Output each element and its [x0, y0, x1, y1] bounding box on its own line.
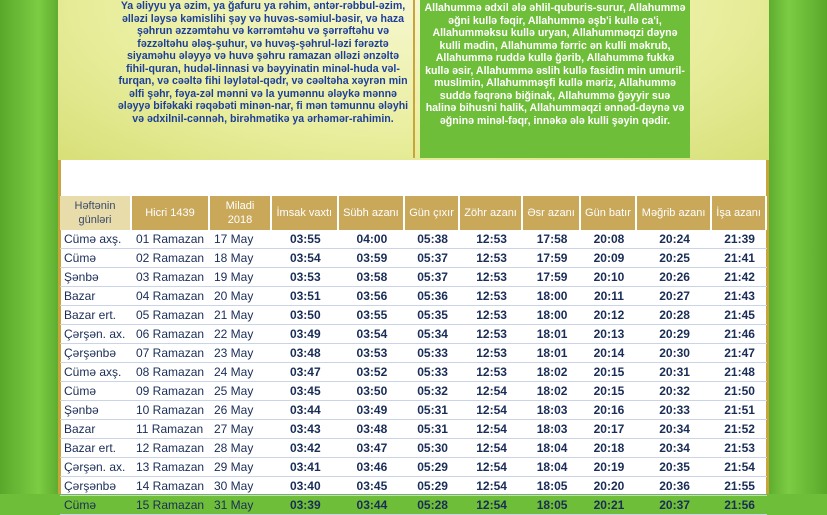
hijri-date-cell: 07 Ramazan: [132, 344, 210, 363]
sunset-time: 20:19: [581, 458, 637, 477]
esr-time: 18:04: [523, 439, 581, 458]
isha-time: 21:42: [712, 268, 767, 287]
header-weekday: Həftənin günləri: [60, 196, 132, 230]
hijri-date-cell: 14 Ramazan: [132, 477, 210, 496]
imsak-time: 03:41: [272, 458, 339, 477]
hijri-date-cell: 01 Ramazan: [132, 230, 210, 249]
isha-time: 21:54: [712, 458, 767, 477]
weekday-cell: Şənbə: [60, 401, 132, 420]
subh-time: 03:44: [339, 496, 406, 515]
header-imsak: İmsak vaxtı: [272, 196, 339, 230]
isha-time: 21:51: [712, 401, 767, 420]
megrib-time: 20:35: [637, 458, 712, 477]
hijri-date-cell: 13 Ramazan: [132, 458, 210, 477]
gregorian-date-cell: 25 May: [210, 382, 272, 401]
megrib-time: 20:34: [637, 439, 712, 458]
imsak-time: 03:50: [272, 306, 339, 325]
imsak-time: 03:39: [272, 496, 339, 515]
weekday-cell: Bazar: [60, 287, 132, 306]
esr-time: 18:04: [523, 458, 581, 477]
isha-time: 21:43: [712, 287, 767, 306]
gregorian-date-cell: 27 May: [210, 420, 272, 439]
megrib-time: 20:26: [637, 268, 712, 287]
sunset-time: 20:15: [581, 363, 637, 382]
sunrise-time: 05:31: [405, 420, 460, 439]
sunset-time: 20:15: [581, 382, 637, 401]
zohr-time: 12:53: [460, 249, 523, 268]
weekday-cell: Çərşənbə: [60, 477, 132, 496]
table-row: [60, 344, 767, 363]
header-megrib: Məğrib azanı: [637, 196, 712, 230]
prayer-text-right: Allahummə ədxil ələ əhlil-quburis-surur, Allahummə əğni kullə fəqir, Allahummə əşb'i kullə ca'i, Allahumməksu kullə uryan, Allahumməqzi dəynə kulli mədin, Allahummə fərric ən kulli məkrub, Allahummə ruddə kullə ğərib, Allahummə fukkə kullə əsir, Allahummə əslih kullə fasidin min umuril-muslimin, Allahumməşfi kullə məriz, Allahummə suddə fəqrənə biğinak, Allahummə ğəyyir suə halinə bihusni halik, Allahumməqzi ənnəd-dəynə və əğninə minəl-fəqr, innəkə ələ kulli şəyin qədir.: [420, 0, 690, 158]
weekday-cell: Şənbə: [60, 268, 132, 287]
sunrise-time: 05:33: [405, 363, 460, 382]
zohr-time: 12:53: [460, 306, 523, 325]
sunset-time: 20:20: [581, 477, 637, 496]
sunrise-time: 05:37: [405, 249, 460, 268]
zohr-time: 12:54: [460, 401, 523, 420]
table-header-row: [60, 196, 767, 230]
header-gun-cixir: Gün çıxır: [405, 196, 460, 230]
zohr-time: 12:54: [460, 496, 523, 515]
sunrise-time: 05:29: [405, 458, 460, 477]
subh-time: 03:56: [339, 287, 406, 306]
imsak-time: 03:45: [272, 382, 339, 401]
gregorian-date-cell: 22 May: [210, 325, 272, 344]
gregorian-date-cell: 19 May: [210, 268, 272, 287]
hijri-date-cell: 09 Ramazan: [132, 382, 210, 401]
gregorian-date-cell: 28 May: [210, 439, 272, 458]
table-row: [60, 287, 767, 306]
zohr-time: 12:54: [460, 458, 523, 477]
esr-time: 18:03: [523, 420, 581, 439]
isha-time: 21:55: [712, 477, 767, 496]
gregorian-date-cell: 17 May: [210, 230, 272, 249]
megrib-time: 20:29: [637, 325, 712, 344]
zohr-time: 12:54: [460, 439, 523, 458]
megrib-time: 20:32: [637, 382, 712, 401]
imsak-time: 03:40: [272, 477, 339, 496]
hijri-date-cell: 11 Ramazan: [132, 420, 210, 439]
subh-time: 03:58: [339, 268, 406, 287]
imsak-time: 03:43: [272, 420, 339, 439]
subh-time: 04:00: [339, 230, 406, 249]
gregorian-date-cell: 21 May: [210, 306, 272, 325]
sunset-time: 20:08: [581, 230, 637, 249]
zohr-time: 12:53: [460, 363, 523, 382]
esr-time: 18:01: [523, 344, 581, 363]
imsak-time: 03:54: [272, 249, 339, 268]
isha-time: 21:53: [712, 439, 767, 458]
gregorian-date-cell: 24 May: [210, 363, 272, 382]
sunset-time: 20:12: [581, 306, 637, 325]
weekday-cell: Bazar: [60, 420, 132, 439]
sunrise-time: 05:38: [405, 230, 460, 249]
megrib-time: 20:36: [637, 477, 712, 496]
table-row: [60, 230, 767, 249]
sunset-time: 20:18: [581, 439, 637, 458]
gregorian-date-cell: 30 May: [210, 477, 272, 496]
sunset-time: 20:13: [581, 325, 637, 344]
imsak-time: 03:51: [272, 287, 339, 306]
zohr-time: 12:54: [460, 420, 523, 439]
table-row: [60, 401, 767, 420]
header-gun-batir: Gün batır: [581, 196, 637, 230]
hijri-date-cell: 06 Ramazan: [132, 325, 210, 344]
esr-time: 18:05: [523, 496, 581, 515]
weekday-cell: Bazar ert.: [60, 439, 132, 458]
esr-time: 18:00: [523, 287, 581, 306]
isha-time: 21:45: [712, 306, 767, 325]
sunrise-time: 05:33: [405, 344, 460, 363]
sunrise-time: 05:30: [405, 439, 460, 458]
weekday-cell: Cümə: [60, 496, 132, 515]
subh-time: 03:50: [339, 382, 406, 401]
sunrise-time: 05:29: [405, 477, 460, 496]
hijri-date-cell: 08 Ramazan: [132, 363, 210, 382]
sunrise-time: 05:31: [405, 401, 460, 420]
esr-time: 18:03: [523, 401, 581, 420]
hijri-date-cell: 04 Ramazan: [132, 287, 210, 306]
imsak-time: 03:55: [272, 230, 339, 249]
table-row: [60, 249, 767, 268]
sunrise-time: 05:37: [405, 268, 460, 287]
closing-dua: Allahummə ləkə sumtu və bikə aməntu və ələykə təvəkkəltu və ələ rizqikə əftərtu və saumə-ğədi min şəhri Ramazanə nəvəytu, fəğfirli ma qəddəmtu və ma əxxərtu.: [126, 165, 704, 192]
weekday-cell: Bazar ert.: [60, 306, 132, 325]
isha-time: 21:56: [712, 496, 767, 515]
sunset-time: 20:09: [581, 249, 637, 268]
sunrise-time: 05:28: [405, 496, 460, 515]
isha-time: 21:47: [712, 344, 767, 363]
isha-time: 21:41: [712, 249, 767, 268]
megrib-time: 20:34: [637, 420, 712, 439]
esr-time: 18:05: [523, 477, 581, 496]
ramadan-timetable: [60, 196, 767, 515]
hijri-date-cell: 03 Ramazan: [132, 268, 210, 287]
esr-time: 17:59: [523, 268, 581, 287]
table-row: [60, 439, 767, 458]
weekday-cell: Çərşənbə: [60, 344, 132, 363]
header-esr: Əsr azanı: [523, 196, 581, 230]
sunset-time: 20:14: [581, 344, 637, 363]
imsak-time: 03:48: [272, 344, 339, 363]
megrib-time: 20:33: [637, 401, 712, 420]
imsak-time: 03:49: [272, 325, 339, 344]
gregorian-date-cell: 31 May: [210, 496, 272, 515]
zohr-time: 12:53: [460, 230, 523, 249]
table-row: [60, 363, 767, 382]
isha-time: 21:52: [712, 420, 767, 439]
prayer-text-left: Ya əliyyu ya əzim, ya ğafuru ya rəhim, əntər-rəbbul-əzim, əlləzi ləysə kəmislihi şəy və huvəs-səmiul-bəsir, və haza şəhrun əzzəmtəhu və kərrəmtəhu və şərrəftəhu və fəzzəltəhu ələş-şuhur, və huvəş-şəhrul-ləzi fərəztə siyaməhu ələyyə və huvə şəhru ramazan əlləzi ənzəltə fihil-quran, hudəl-linnasi və bəyyinatin minəl-huda vəl-furqan, və cəəltə fihi ləylətəl-qədr, və cəəltəha xəyrən min əlfi şəhr, fəya-zəl mənni və la yumənnu ələykə mənnə ələyyə bifəkaki rəqəbəti minən-nar, fi mən təmunnu ələyhi və ədxilnil-cənnəh, birəhmətikə ya ərhəmər-rahimin.: [117, 0, 409, 125]
table-row: [60, 458, 767, 477]
table-row: [60, 496, 767, 515]
subh-time: 03:49: [339, 401, 406, 420]
sunrise-time: 05:32: [405, 382, 460, 401]
isha-time: 21:50: [712, 382, 767, 401]
megrib-time: 20:31: [637, 363, 712, 382]
hijri-date-cell: 12 Ramazan: [132, 439, 210, 458]
megrib-time: 20:24: [637, 230, 712, 249]
subh-time: 03:53: [339, 344, 406, 363]
weekday-cell: Cümə: [60, 249, 132, 268]
imsak-time: 03:44: [272, 401, 339, 420]
subh-time: 03:55: [339, 306, 406, 325]
gregorian-date-cell: 23 May: [210, 344, 272, 363]
prayer-divider: [413, 0, 415, 158]
esr-time: 18:02: [523, 382, 581, 401]
zohr-time: 12:53: [460, 268, 523, 287]
isha-time: 21:39: [712, 230, 767, 249]
megrib-time: 20:30: [637, 344, 712, 363]
megrib-time: 20:27: [637, 287, 712, 306]
gregorian-date-cell: 20 May: [210, 287, 272, 306]
esr-time: 18:00: [523, 306, 581, 325]
weekday-cell: Çərşən. ax.: [60, 458, 132, 477]
table-row: [60, 420, 767, 439]
megrib-time: 20:25: [637, 249, 712, 268]
subh-time: 03:59: [339, 249, 406, 268]
subh-time: 03:54: [339, 325, 406, 344]
hijri-date-cell: 10 Ramazan: [132, 401, 210, 420]
weekday-cell: Cümə axş.: [60, 230, 132, 249]
subh-time: 03:46: [339, 458, 406, 477]
subh-time: 03:45: [339, 477, 406, 496]
weekday-cell: Çərşən. ax.: [60, 325, 132, 344]
zohr-time: 12:53: [460, 344, 523, 363]
imsak-time: 03:42: [272, 439, 339, 458]
esr-time: 18:02: [523, 363, 581, 382]
table-row: [60, 382, 767, 401]
header-hijri: Hicri 1439: [132, 196, 210, 230]
table-row: [60, 268, 767, 287]
gregorian-date-cell: 29 May: [210, 458, 272, 477]
isha-time: 21:48: [712, 363, 767, 382]
sunset-time: 20:21: [581, 496, 637, 515]
esr-time: 17:59: [523, 249, 581, 268]
megrib-time: 20:37: [637, 496, 712, 515]
sunrise-time: 05:35: [405, 306, 460, 325]
megrib-time: 20:28: [637, 306, 712, 325]
imsak-time: 03:47: [272, 363, 339, 382]
sunset-time: 20:10: [581, 268, 637, 287]
isha-time: 21:46: [712, 325, 767, 344]
subh-time: 03:48: [339, 420, 406, 439]
zohr-time: 12:54: [460, 382, 523, 401]
gregorian-date-cell: 18 May: [210, 249, 272, 268]
table-row: [60, 306, 767, 325]
table-row: [60, 325, 767, 344]
esr-time: 18:01: [523, 325, 581, 344]
sunset-time: 20:16: [581, 401, 637, 420]
subh-time: 03:47: [339, 439, 406, 458]
weekday-cell: Cümə: [60, 382, 132, 401]
header-miladi: Miladi 2018: [210, 196, 272, 230]
table-row: [60, 477, 767, 496]
sunrise-time: 05:34: [405, 325, 460, 344]
imsak-time: 03:53: [272, 268, 339, 287]
zohr-time: 12:53: [460, 325, 523, 344]
hijri-date-cell: 05 Ramazan: [132, 306, 210, 325]
header-subh: Sübh azanı: [339, 196, 406, 230]
gregorian-date-cell: 26 May: [210, 401, 272, 420]
zohr-time: 12:54: [460, 477, 523, 496]
hijri-date-cell: 15 Ramazan: [132, 496, 210, 515]
hijri-date-cell: 02 Ramazan: [132, 249, 210, 268]
sunset-time: 20:11: [581, 287, 637, 306]
esr-time: 17:58: [523, 230, 581, 249]
sunrise-time: 05:36: [405, 287, 460, 306]
zohr-time: 12:53: [460, 287, 523, 306]
header-isha: İşa azanı: [712, 196, 767, 230]
sunset-time: 20:17: [581, 420, 637, 439]
subh-time: 03:52: [339, 363, 406, 382]
weekday-cell: Cümə axş.: [60, 363, 132, 382]
header-zohr: Zöhr azanı: [460, 196, 523, 230]
